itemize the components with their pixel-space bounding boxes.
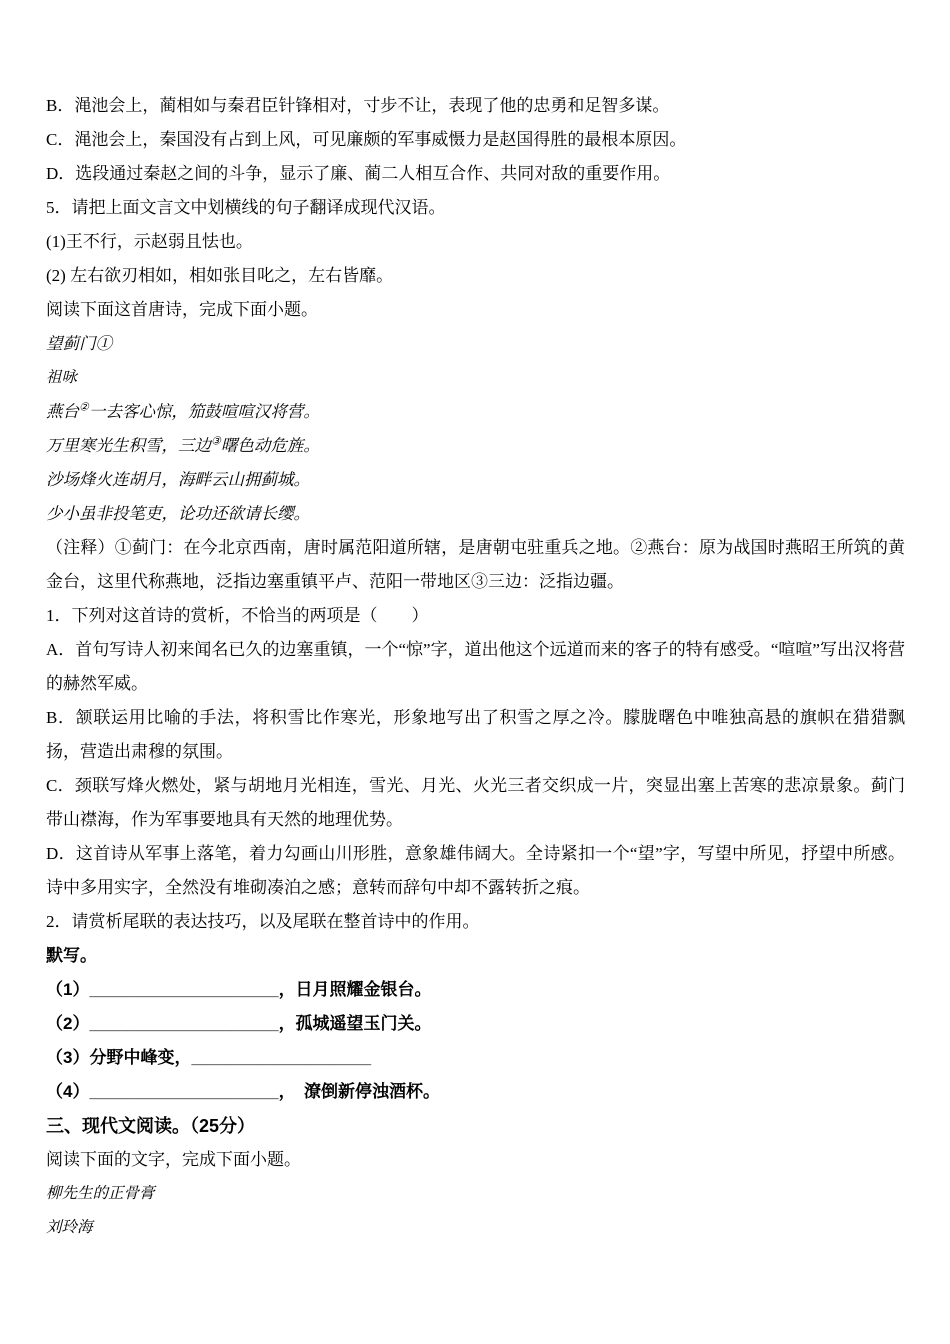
text-run: 1．下列对这首诗的赏析，不恰当的两项是（ ） xyxy=(46,606,429,625)
poem-line-1 xyxy=(46,395,905,429)
poem-reading-intro xyxy=(46,293,905,327)
text-run: （注释）①蓟门：在今北京西南，唐时属范阳道所辖，是唐朝屯驻重兵之地。②燕台：原为战国时燕昭王所筑的黄金台，这里代称燕地，泛指边塞重镇平卢、范阳一带地区③三边：泛指边疆。 xyxy=(46,538,905,591)
text-run: ，日月照耀金银台。 xyxy=(278,980,432,999)
dictation-item-2 xyxy=(46,1007,905,1041)
text-run: D．这首诗从军事上落笔，着力勾画山川形胜，意象雄伟阔大。全诗紧扣一个“望”字，写望中所见，抒望中所感。诗中多用实字，全然没有堆砌凑泊之感；意转而辞句中却不露转折之痕。 xyxy=(46,844,905,897)
choice-option-d-wenyanwen xyxy=(46,157,905,191)
text-run: ，孤城遥望玉门关。 xyxy=(278,1014,432,1033)
dictation-heading xyxy=(46,939,905,973)
text-run: D．选段通过秦赵之间的斗争，显示了廉、蔺二人相互合作、共同对敌的重要作用。 xyxy=(46,164,671,183)
blank-underline: ____________________ xyxy=(89,980,279,999)
text-run: B．渑池会上，蔺相如与秦君臣针锋相对，寸步不让，表现了他的忠勇和足智多谋。 xyxy=(46,96,670,115)
text-run: (2) 左右欲刃相如，相如张目叱之，左右皆靡。 xyxy=(46,266,394,285)
poem-line-4 xyxy=(46,497,905,531)
section-3-heading xyxy=(46,1109,905,1143)
poem-title xyxy=(46,327,905,361)
text-run: 少小虽非投笔吏，论功还欲请长缨。 xyxy=(46,504,310,523)
dictation-item-3 xyxy=(46,1041,905,1075)
text-run: (1)王不行，示赵弱且怯也。 xyxy=(46,232,253,251)
blank-underline: ____________________ xyxy=(89,1014,279,1033)
text-run: 柳先生的正骨膏 xyxy=(46,1185,155,1202)
text-run: C．颈联写烽火燃处，紧与胡地月光相连，雪光、月光、火光三者交织成一片，突显出塞上苦寒的悲凉景象。蓟门带山襟海，作为军事要地具有天然的地理优势。 xyxy=(46,776,905,829)
text-run: 阅读下面这首唐诗，完成下面小题。 xyxy=(46,300,318,319)
text-run: A．首句写诗人初来闻名已久的边塞重镇，一个“惊”字，道出他这个远道而来的客子的特有感受。“喧喧”写出汉将营的赫然军威。 xyxy=(46,640,905,693)
story-title xyxy=(46,1177,905,1211)
text-run: 望蓟门① xyxy=(46,334,112,353)
translate-sentence-2 xyxy=(46,259,905,293)
choice-option-d-poem xyxy=(46,837,905,905)
choice-option-c-poem xyxy=(46,769,905,837)
story-author xyxy=(46,1211,905,1245)
text-run: （4） xyxy=(46,1082,90,1101)
text-run: C．渑池会上，秦国没有占到上风，可见廉颇的军事威慑力是赵国得胜的最根本原因。 xyxy=(46,130,687,149)
text-run: 2．请赏析尾联的表达技巧，以及尾联在整首诗中的作用。 xyxy=(46,912,480,931)
text-run: 燕台 xyxy=(46,402,79,421)
modern-reading-intro xyxy=(46,1143,905,1177)
choice-option-b-poem xyxy=(46,701,905,769)
blank-underline: ____________________ xyxy=(89,1082,279,1101)
text-run: 默写。 xyxy=(46,946,97,965)
choice-option-a-poem xyxy=(46,633,905,701)
text-run: 曙色动危旌。 xyxy=(220,436,320,455)
text-run: （3）分野中峰变， xyxy=(46,1048,192,1067)
text-run: 5．请把上面文言文中划横线的句子翻译成现代汉语。 xyxy=(46,198,446,217)
poem-author xyxy=(46,361,905,395)
text-run: （1） xyxy=(46,980,90,999)
question-1-poem-choice xyxy=(46,599,905,633)
note-ref-superscript: ③ xyxy=(211,435,221,448)
text-run: 万里寒光生积雪，三边 xyxy=(46,436,211,455)
choice-option-b-wenyanwen xyxy=(46,89,905,123)
poem-line-2 xyxy=(46,429,905,463)
text-run: 三、现代文阅读。（25分） xyxy=(46,1116,256,1136)
note-ref-superscript: ② xyxy=(79,401,89,414)
text-run: B．颔联运用比喻的手法，将积雪比作寒光，形象地写出了积雪之厚之冷。朦胧曙色中唯独高悬的旗帜在猎猎飘扬，营造出肃穆的氛围。 xyxy=(46,708,905,761)
question-2-tail-couplet xyxy=(46,905,905,939)
poem-line-3 xyxy=(46,463,905,497)
text-run: （2） xyxy=(46,1014,90,1033)
text-run: ， 潦倒新停浊酒杯。 xyxy=(278,1082,441,1101)
choice-option-c-wenyanwen xyxy=(46,123,905,157)
dictation-item-1 xyxy=(46,973,905,1007)
text-run: 刘玲海 xyxy=(46,1219,93,1236)
text-run: 一去客心惊，笳鼓喧喧汉将营。 xyxy=(88,402,320,421)
question-5-translate xyxy=(46,191,905,225)
text-run: 沙场烽火连胡月，海畔云山拥蓟城。 xyxy=(46,470,310,489)
text-run: 阅读下面的文字，完成下面小题。 xyxy=(46,1150,301,1169)
poem-notes xyxy=(46,531,905,599)
blank-underline: ___________________ xyxy=(191,1048,372,1067)
dictation-item-4 xyxy=(46,1075,905,1109)
text-run: 祖咏 xyxy=(46,369,78,386)
translate-sentence-1 xyxy=(46,225,905,259)
